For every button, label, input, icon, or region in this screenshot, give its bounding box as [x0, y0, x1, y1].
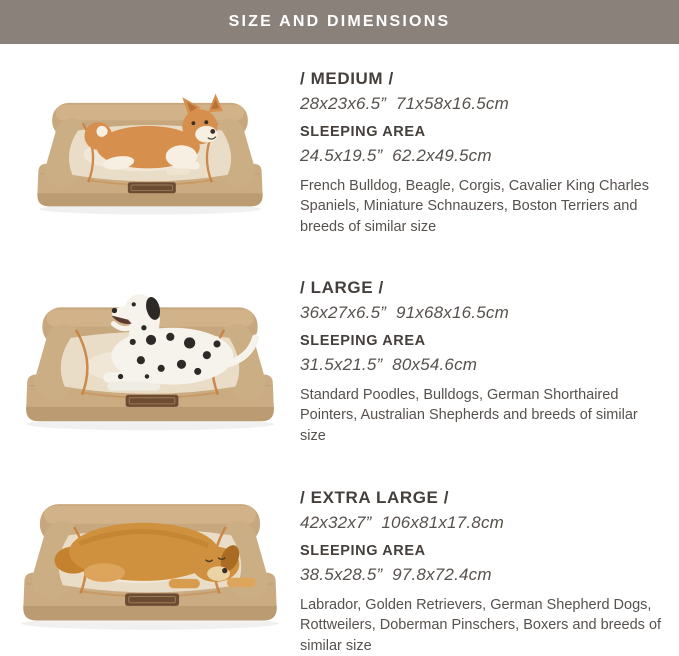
size-section-extra-large — [0, 462, 679, 654]
overall-dimensions: 36x27x6.5” 91x68x16.5cm — [300, 303, 509, 322]
golden-retriever-on-bed-illustration — [15, 475, 285, 633]
sleeping-area-label: SLEEPING AREA — [300, 543, 426, 559]
sleeping-area-label: SLEEPING AREA — [300, 333, 426, 349]
shiba-inu-on-bed-illustration — [30, 77, 270, 217]
recommended-breeds: Labrador, Golden Retrievers, German Shepherd Dogs, Rottweilers, Doberman Pinschers, Boxers and breeds of similar size — [300, 597, 662, 654]
medium-bed-photo — [0, 44, 300, 250]
dalmatian-on-bed-illustration — [18, 279, 282, 433]
extra-large-bed-photo — [0, 462, 300, 645]
sleeping-area-dimensions: 38.5x28.5” 97.8x72.4cm — [300, 565, 492, 584]
overall-dimensions: 42x32x7” 106x81x17.8cm — [300, 513, 505, 532]
size-section-large — [0, 250, 679, 462]
sleeping-area-dimensions: 24.5x19.5” 62.2x49.5cm — [300, 146, 492, 165]
size-section-medium — [0, 44, 679, 250]
size-name: / LARGE / — [300, 278, 384, 297]
large-bed-photo — [0, 250, 300, 462]
page-title: SIZE AND DIMENSIONS — [228, 13, 451, 30]
medium-info — [300, 44, 666, 250]
recommended-breeds: Standard Poodles, Bulldogs, German Shorthaired Pointers, Australian Shepherds and breeds of similar size — [300, 387, 638, 444]
recommended-breeds: French Bulldog, Beagle, Corgis, Cavalier King Charles Spaniels, Miniature Schnauzers, Boston Terriers and breeds of similar size — [300, 178, 649, 235]
large-info — [300, 250, 666, 462]
size-name: / MEDIUM / — [300, 69, 394, 88]
overall-dimensions: 28x23x6.5” 71x58x16.5cm — [300, 94, 509, 113]
size-name: / EXTRA LARGE / — [300, 488, 450, 507]
extra-large-info — [300, 462, 666, 654]
sleeping-area-dimensions: 31.5x21.5” 80x54.6cm — [300, 355, 478, 374]
section-header-banner — [0, 0, 679, 44]
sleeping-area-label: SLEEPING AREA — [300, 124, 426, 140]
